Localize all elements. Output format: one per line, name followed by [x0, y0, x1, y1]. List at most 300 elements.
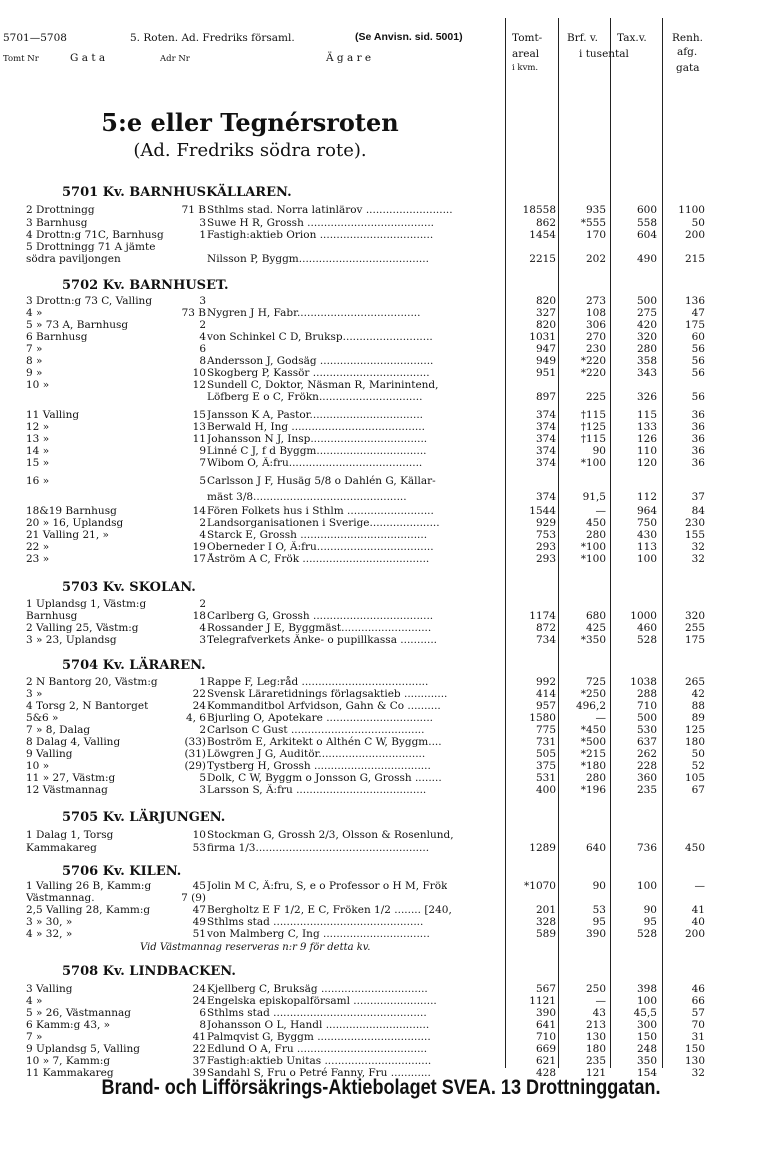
row-owner: Kjellberg C, Bruksäg ................................ — [207, 983, 428, 995]
row-brf-value: — — [595, 995, 606, 1007]
row-brf-value: *215 — [580, 748, 606, 760]
row-owner: Sundell C, Doktor, Näsman R, Marinintend, — [207, 379, 439, 391]
row-area: 293 — [535, 541, 556, 553]
row-owner: Åström A C, Frök ...................................... — [207, 553, 430, 565]
row-owner: Kommanditbol Arfvidson, Gahn & Co .......... — [207, 700, 441, 712]
row-street: 23 » — [26, 553, 50, 565]
row-tax-value: 154 — [636, 1067, 657, 1079]
row-owner: Sthlms stad ............................................. — [207, 916, 424, 928]
row-tax-value: 100 — [636, 553, 657, 565]
col-brf: Brf. v. — [567, 32, 598, 44]
row-owner: Sandahl S, Fru o Petré Fanny, Fru ............ — [207, 1067, 431, 1079]
row-brf-value: 680 — [585, 610, 606, 622]
register-row — [0, 229, 762, 241]
register-row — [0, 355, 762, 367]
row-address-nr: 9 — [199, 445, 206, 457]
register-row — [0, 295, 762, 307]
row-brf-value: 170 — [585, 229, 606, 241]
row-area: 641 — [535, 1019, 556, 1031]
section-heading: 5701 Kv. BARNHUSKÄLLAREN. — [62, 185, 292, 200]
row-renh-value: 36 — [691, 457, 705, 469]
row-renh-value: 36 — [691, 433, 705, 445]
page-subtitle: (Ad. Fredriks södra rote). — [133, 140, 367, 161]
register-row — [0, 307, 762, 319]
row-owner: Jansson K A, Pastor.................................. — [207, 409, 423, 421]
row-area: 621 — [535, 1055, 556, 1067]
col-tusental: i tusental — [579, 48, 629, 60]
row-tax-value: 90 — [643, 904, 657, 916]
register-row — [0, 204, 762, 216]
row-tax-value: 248 — [636, 1043, 657, 1055]
row-brf-value: 280 — [585, 772, 606, 784]
row-area: 951 — [535, 367, 556, 379]
register-row — [0, 688, 762, 700]
row-address-nr: 17 — [192, 553, 206, 565]
row-tax-value: 262 — [636, 748, 657, 760]
row-address-nr: 4 — [199, 331, 206, 343]
register-row — [0, 1019, 762, 1031]
register-row — [0, 379, 762, 391]
row-owner: Johansson O L, Handl ............................... — [207, 1019, 430, 1031]
register-row — [0, 505, 762, 517]
row-renh-value: 37 — [691, 491, 705, 503]
row-street: 4 Torsg 2, N Bantorget — [26, 700, 149, 712]
row-area: 328 — [535, 916, 556, 928]
row-owner: Wibom O, Ä:fru........................................ — [207, 457, 423, 469]
row-street: 7 » — [26, 1031, 43, 1043]
row-address-nr: 51 — [192, 928, 206, 940]
row-owner: Oberneder I O, Ä:fru................................... — [207, 541, 434, 553]
row-owner: firma 1/3.................................................... — [207, 842, 430, 854]
row-brf-value: 130 — [585, 1031, 606, 1043]
row-brf-value: 935 — [585, 204, 606, 216]
row-brf-value: 213 — [585, 1019, 606, 1031]
register-row — [0, 421, 762, 433]
row-address-nr: 4 — [199, 622, 206, 634]
row-owner: Suwe H R, Grossh ...................................... — [207, 217, 435, 229]
row-tax-value: 150 — [636, 1031, 657, 1043]
row-renh-value: 136 — [684, 295, 705, 307]
register-row — [0, 610, 762, 622]
advertisement-banner: Brand- och Lifförsäkrings-Aktiebolaget SVEA. 13 Drottninggatan. — [101, 1076, 661, 1099]
row-address-nr: 3 — [199, 217, 206, 229]
row-tax-value: 113 — [636, 541, 657, 553]
row-street: Kammakareg — [26, 842, 97, 854]
row-renh-value: 125 — [684, 724, 705, 736]
row-owner: Fören Folkets hus i Sthlm .......................... — [207, 505, 434, 517]
register-row — [0, 880, 762, 892]
row-tax-value: 100 — [636, 995, 657, 1007]
register-row — [0, 928, 762, 940]
row-street: 20 » 16, Uplandsg — [26, 517, 124, 529]
row-tax-value: 398 — [636, 983, 657, 995]
row-address-nr: 24 — [192, 995, 206, 1007]
row-brf-value: 450 — [585, 517, 606, 529]
row-renh-value: 1100 — [678, 204, 705, 216]
row-address-nr: 24 — [192, 700, 206, 712]
section-heading: 5705 Kv. LÄRJUNGEN. — [62, 810, 226, 825]
row-address-nr: 11 — [192, 433, 206, 445]
row-renh-value: — — [694, 880, 705, 892]
row-tax-value: 637 — [636, 736, 657, 748]
row-tax-value: 110 — [636, 445, 657, 457]
row-address-nr: 37 — [192, 1055, 206, 1067]
row-street: södra paviljongen — [26, 253, 121, 265]
row-street: 13 » — [26, 433, 50, 445]
row-tax-value: 95 — [643, 916, 657, 928]
row-area: 710 — [535, 1031, 556, 1043]
row-owner: mäst 3/8.............................................. — [207, 491, 407, 503]
row-renh-value: 57 — [691, 1007, 705, 1019]
row-tax-value: 350 — [636, 1055, 657, 1067]
row-tax-value: 358 — [636, 355, 657, 367]
row-owner: Carlsson J F, Husäg 5/8 o Dahlén G, Källar- — [207, 475, 436, 487]
row-brf-value: 640 — [585, 842, 606, 854]
row-renh-value: 32 — [691, 1067, 705, 1079]
row-tax-value: 275 — [636, 307, 657, 319]
row-owner: Rappe F, Leg:råd ...................................... — [207, 676, 429, 688]
row-tax-value: 750 — [636, 517, 657, 529]
row-brf-value: 108 — [585, 307, 606, 319]
row-brf-value: 43 — [592, 1007, 606, 1019]
row-address-nr: 2 — [199, 517, 206, 529]
row-brf-value: 390 — [585, 928, 606, 940]
row-area: 293 — [535, 553, 556, 565]
register-row — [0, 457, 762, 469]
register-row — [0, 904, 762, 916]
row-tax-value: 343 — [636, 367, 657, 379]
register-row — [0, 1031, 762, 1043]
row-address-nr: 8 — [199, 355, 206, 367]
row-renh-value: 215 — [684, 253, 705, 265]
section-heading: 5704 Kv. LÄRAREN. — [62, 658, 206, 673]
row-brf-value: *100 — [580, 541, 606, 553]
row-renh-value: 70 — [691, 1019, 705, 1031]
row-address-nr: 2 — [199, 598, 206, 610]
row-street: 11 » 27, Västm:g — [26, 772, 116, 784]
row-renh-value: 36 — [691, 409, 705, 421]
row-address-nr: 22 — [192, 1043, 206, 1055]
row-area: 820 — [535, 319, 556, 331]
row-owner: Andersson J, Godsäg .................................. — [207, 355, 434, 367]
row-brf-value: 270 — [585, 331, 606, 343]
row-renh-value: 36 — [691, 421, 705, 433]
row-street: 8 Dalag 4, Valling — [26, 736, 121, 748]
row-area: 374 — [535, 457, 556, 469]
row-address-nr: 15 — [192, 409, 206, 421]
row-brf-value: 425 — [585, 622, 606, 634]
row-area: 731 — [535, 736, 556, 748]
row-owner: Carlberg G, Grossh .................................... — [207, 610, 434, 622]
row-owner: Skogberg P, Kassör ................................... — [207, 367, 430, 379]
col-gata: G a t a — [70, 52, 106, 64]
row-owner: Jolin M C, Ä:fru, S, e o Professor o H M, Frök — [207, 880, 448, 892]
row-area: 897 — [535, 391, 556, 403]
row-tax-value: 964 — [636, 505, 657, 517]
row-tax-value: 736 — [636, 842, 657, 854]
row-area: 992 — [535, 676, 556, 688]
row-area: 734 — [535, 634, 556, 646]
col-area-1: Tomt- — [512, 32, 543, 44]
section-heading: 5706 Kv. KILEN. — [62, 864, 182, 879]
row-area: 1580 — [529, 712, 556, 724]
register-row — [0, 433, 762, 445]
row-street: 10 » — [26, 379, 50, 391]
row-area: 374 — [535, 445, 556, 457]
row-owner: Starck E, Grossh ...................................... — [207, 529, 428, 541]
row-tax-value: 528 — [636, 928, 657, 940]
row-renh-value: 36 — [691, 445, 705, 457]
row-area: 947 — [535, 343, 556, 355]
register-row — [0, 842, 762, 854]
row-brf-value: 250 — [585, 983, 606, 995]
row-owner: Bjurling O, Apotekare ................................ — [207, 712, 434, 724]
row-address-nr: 22 — [192, 688, 206, 700]
row-street: 6 Barnhusg — [26, 331, 88, 343]
row-area: 374 — [535, 409, 556, 421]
row-area: 374 — [535, 491, 556, 503]
row-address-nr: 19 — [192, 541, 206, 553]
row-area: 949 — [535, 355, 556, 367]
district-label: 5. Roten. Ad. Fredriks församl. — [130, 32, 295, 44]
row-renh-value: 60 — [691, 331, 705, 343]
row-address-nr: 6 — [199, 343, 206, 355]
row-address-nr: 1 — [199, 229, 206, 241]
row-owner: Tystberg H, Grossh ................................... — [207, 760, 431, 772]
row-area: 1544 — [529, 505, 556, 517]
row-street: 4 Drottn:g 71C, Barnhusg — [26, 229, 164, 241]
row-owner: Löwgren J G, Auditör................................ — [207, 748, 426, 760]
row-address-nr: 10 — [192, 829, 206, 841]
row-renh-value: 155 — [684, 529, 705, 541]
row-address-nr: 49 — [192, 916, 206, 928]
row-address-nr: 10 — [192, 367, 206, 379]
row-street: 3 » 30, » — [26, 916, 73, 928]
row-owner: Johansson N J, Insp................................... — [207, 433, 428, 445]
row-area: 753 — [535, 529, 556, 541]
row-owner: Landsorganisationen i Sverige..................... — [207, 517, 440, 529]
row-renh-value: 52 — [691, 760, 705, 772]
row-owner: Rossander J E, Byggmäst........................... — [207, 622, 432, 634]
row-area: 1454 — [529, 229, 556, 241]
row-brf-value: †125 — [580, 421, 606, 433]
col-renh-1: Renh. — [672, 32, 703, 44]
reference-label: (Se Anvisn. sid. 5001) — [355, 31, 463, 43]
row-street: 3 » — [26, 688, 43, 700]
row-owner: Sthlms stad. Norra latinlärov .......................... — [207, 204, 453, 216]
row-brf-value: *250 — [580, 688, 606, 700]
row-street: 2 Drottningg — [26, 204, 95, 216]
row-renh-value: 47 — [691, 307, 705, 319]
row-area: 567 — [535, 983, 556, 995]
row-brf-value: — — [595, 712, 606, 724]
row-tax-value: 300 — [636, 1019, 657, 1031]
register-row — [0, 319, 762, 331]
row-brf-value: †115 — [580, 433, 606, 445]
register-row — [0, 676, 762, 688]
row-renh-value: 180 — [684, 736, 705, 748]
row-street: 9 Valling — [26, 748, 73, 760]
row-owner: Svensk Läraretidnings förlagsaktieb ............. — [207, 688, 448, 700]
row-area: 18558 — [522, 204, 556, 216]
row-tax-value: 500 — [636, 295, 657, 307]
row-street: 2 N Bantorg 20, Västm:g — [26, 676, 158, 688]
row-renh-value: 50 — [691, 748, 705, 760]
row-brf-value: 53 — [592, 904, 606, 916]
section-heading: 5702 Kv. BARNHUSET. — [62, 278, 229, 293]
row-street: 10 » 7, Kamm:g — [26, 1055, 111, 1067]
row-street: 4 » — [26, 307, 43, 319]
row-renh-value: 255 — [684, 622, 705, 634]
row-tax-value: 320 — [636, 331, 657, 343]
row-brf-value: *196 — [580, 784, 606, 796]
register-row — [0, 367, 762, 379]
row-renh-value: 32 — [691, 553, 705, 565]
row-tax-value: 288 — [636, 688, 657, 700]
row-renh-value: 84 — [691, 505, 705, 517]
row-street: 4 » 32, » — [26, 928, 73, 940]
row-street: 10 » — [26, 760, 50, 772]
row-tax-value: 710 — [636, 700, 657, 712]
row-renh-value: 32 — [691, 541, 705, 553]
row-owner: Fastigh:aktieb Orion .................................. — [207, 229, 434, 241]
row-tax-value: 112 — [636, 491, 657, 503]
row-owner: von Malmberg C, Ing ................................ — [207, 928, 430, 940]
row-brf-value: *100 — [580, 457, 606, 469]
row-street: 5 » 26, Västmannag — [26, 1007, 132, 1019]
row-brf-value: 225 — [585, 391, 606, 403]
row-owner: Larsson S, Ä:fru ....................................... — [207, 784, 427, 796]
row-address-nr: 4 — [199, 529, 206, 541]
row-address-nr: 1 — [199, 676, 206, 688]
row-owner: Fastigh:aktieb Unitas ................................ — [207, 1055, 432, 1067]
register-row — [0, 995, 762, 1007]
row-area: 428 — [535, 1067, 556, 1079]
row-street: 3 Valling — [26, 983, 73, 995]
row-area: 775 — [535, 724, 556, 736]
register-row — [0, 529, 762, 541]
register-row — [0, 391, 762, 403]
row-street: 3 Drottn:g 73 C, Valling — [26, 295, 153, 307]
col-tomt-nr: Tomt Nr — [3, 54, 39, 64]
register-row — [0, 409, 762, 421]
row-renh-value: 56 — [691, 367, 705, 379]
register-row — [0, 916, 762, 928]
row-renh-value: 105 — [684, 772, 705, 784]
row-area: 2215 — [529, 253, 556, 265]
register-row — [0, 724, 762, 736]
row-address-nr: 3 — [199, 295, 206, 307]
row-brf-value: 273 — [585, 295, 606, 307]
row-owner: von Schinkel C D, Bruksp........................... — [207, 331, 433, 343]
row-brf-value: 235 — [585, 1055, 606, 1067]
row-tax-value: 133 — [636, 421, 657, 433]
page-title: 5:e eller Tegnérsroten — [101, 108, 399, 137]
row-renh-value: 450 — [684, 842, 705, 854]
row-street: 15 » — [26, 457, 50, 469]
row-owner: Bergholtz E F 1/2, E C, Fröken 1/2 ........ [240, — [207, 904, 452, 916]
row-tax-value: 120 — [636, 457, 657, 469]
row-area: 957 — [535, 700, 556, 712]
row-brf-value: 230 — [585, 343, 606, 355]
row-tax-value: 126 — [636, 433, 657, 445]
row-tax-value: 280 — [636, 343, 657, 355]
register-row — [0, 634, 762, 646]
row-renh-value: 56 — [691, 355, 705, 367]
row-renh-value: 265 — [684, 676, 705, 688]
row-renh-value: 320 — [684, 610, 705, 622]
row-address-nr: 12 — [192, 379, 206, 391]
row-brf-value: 95 — [592, 916, 606, 928]
col-area-2: areal — [512, 48, 540, 60]
row-tax-value: 228 — [636, 760, 657, 772]
row-street: 3 Barnhusg — [26, 217, 88, 229]
register-row — [0, 1055, 762, 1067]
row-street: 2 Valling 25, Västm:g — [26, 622, 139, 634]
row-address-nr: 3 — [199, 634, 206, 646]
row-address-nr: 18 — [192, 610, 206, 622]
row-street: Barnhusg — [26, 610, 78, 622]
row-brf-value: *180 — [580, 760, 606, 772]
row-area: 374 — [535, 421, 556, 433]
row-address-nr: 39 — [192, 1067, 206, 1079]
row-brf-value: 121 — [585, 1067, 606, 1079]
row-owner: Stockman G, Grossh 2/3, Olsson & Rosenlund, — [207, 829, 454, 841]
row-tax-value: 235 — [636, 784, 657, 796]
row-renh-value: 31 — [691, 1031, 705, 1043]
row-tax-value: 500 — [636, 712, 657, 724]
register-row — [0, 475, 762, 487]
register-row — [0, 517, 762, 529]
register-row — [0, 712, 762, 724]
row-owner: Telegrafverkets Änke- o pupillkassa ........... — [207, 634, 438, 646]
row-area: 872 — [535, 622, 556, 634]
row-address-nr: 13 — [192, 421, 206, 433]
row-address-nr: 73 B — [181, 307, 206, 319]
row-renh-value: 41 — [691, 904, 705, 916]
register-row — [0, 983, 762, 995]
row-street: 9 Uplandsg 5, Valling — [26, 1043, 140, 1055]
col-agare: Ä g a r e — [326, 52, 372, 64]
row-renh-value: 88 — [691, 700, 705, 712]
register-row — [0, 241, 762, 253]
row-area: 531 — [535, 772, 556, 784]
register-row — [0, 491, 762, 503]
section-heading: 5708 Kv. LINDBACKEN. — [62, 964, 236, 979]
row-street: 14 » — [26, 445, 50, 457]
row-owner: Carlson C Gust ........................................ — [207, 724, 425, 736]
row-brf-value: 280 — [585, 529, 606, 541]
row-area: 390 — [535, 1007, 556, 1019]
row-street: 12 Västmannag — [26, 784, 108, 796]
row-area: 589 — [535, 928, 556, 940]
col-area-3: i kvm. — [512, 63, 539, 73]
register-row — [0, 622, 762, 634]
register-row — [0, 598, 762, 610]
section-heading: 5703 Kv. SKOLAN. — [62, 580, 196, 595]
row-renh-value: 200 — [684, 229, 705, 241]
row-tax-value: 420 — [636, 319, 657, 331]
row-area: 327 — [535, 307, 556, 319]
page-range: 5701—5708 — [3, 32, 67, 44]
register-row — [0, 784, 762, 796]
row-street: 5&6 » — [26, 712, 59, 724]
row-street: 1 Uplandsg 1, Västm:g — [26, 598, 147, 610]
section-note: Vid Västmannag reserveras n:r 9 för detta kv. — [140, 942, 371, 953]
row-brf-value: 90 — [592, 880, 606, 892]
row-tax-value: 490 — [636, 253, 657, 265]
row-address-nr: 2 — [199, 319, 206, 331]
